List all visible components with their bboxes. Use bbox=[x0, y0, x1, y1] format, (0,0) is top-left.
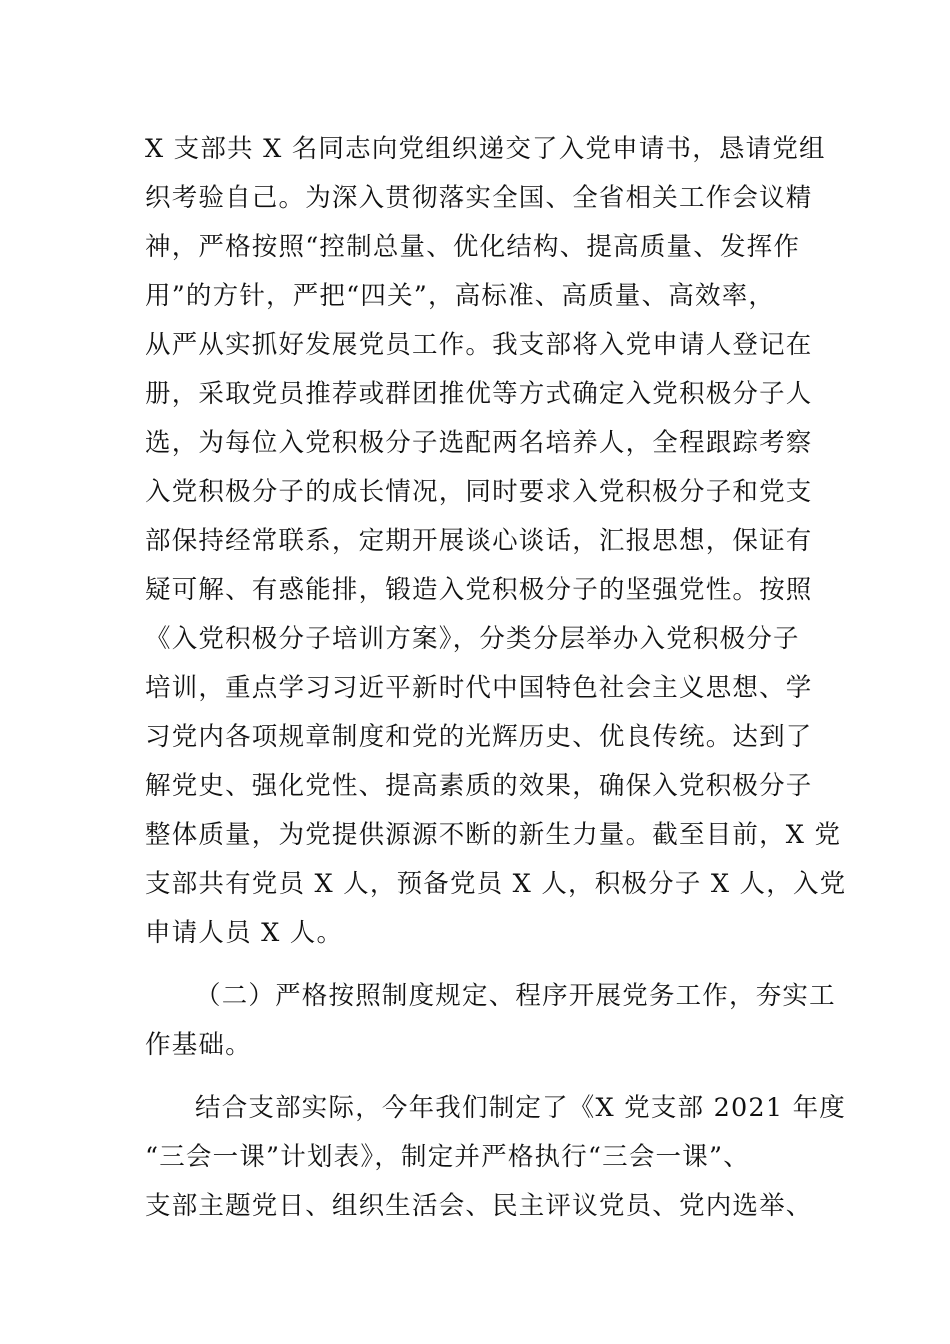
paragraph-line: 用”的方针，严把“四关”，高标准、高质量、高效率， bbox=[145, 281, 776, 311]
paragraph-line: 册，采取党员推荐或群团推优等方式确定入党积极分子人 bbox=[145, 379, 813, 409]
section-heading-continued: 作基础。 bbox=[145, 1030, 252, 1060]
paragraph-line: 疑可解、有惑能排，锻造入党积极分子的坚强党性。按照 bbox=[145, 575, 813, 605]
paragraph-line: 选，为每位入党积极分子选配两名培养人，全程跟踪考察 bbox=[145, 428, 813, 458]
paragraph-line: 神，严格按照“控制总量、优化结构、提高质量、发挥作 bbox=[145, 232, 801, 262]
paragraph-line: 部保持经常联系，定期开展谈心谈话，汇报思想，保证有 bbox=[145, 526, 813, 556]
paragraph-line: 解党史、强化党性、提高素质的效果，确保入党积极分子 bbox=[145, 771, 813, 801]
paragraph-line: X 支部共 X 名同志向党组织递交了入党申请书，恳请党组 bbox=[145, 134, 826, 164]
body-text bbox=[145, 125, 847, 1231]
paragraph-line: 申请人员 X 人。 bbox=[145, 918, 344, 948]
paragraph-line: 织考验自己。为深入贯彻落实全国、全省相关工作会议精 bbox=[145, 183, 813, 213]
paragraph-line: 习党内各项规章制度和党的光辉历史、优良传统。达到了 bbox=[145, 722, 813, 752]
paragraph-line: 整体质量，为党提供源源不断的新生力量。截至目前，X 党 bbox=[145, 820, 842, 850]
paragraph-line: 培训，重点学习习近平新时代中国特色社会主义思想、学 bbox=[145, 673, 813, 703]
paragraph-line: “三会一课”计划表》，制定并严格执行“三会一课”、 bbox=[145, 1142, 750, 1172]
paragraph-line: 入党积极分子的成长情况，同时要求入党积极分子和党支 bbox=[145, 477, 813, 507]
paragraph-line: 结合支部实际，今年我们制定了《X 党支部 2021 年度 bbox=[195, 1093, 846, 1123]
paragraph-line: 支部共有党员 X 人，预备党员 X 人，积极分子 X 人，入党 bbox=[145, 869, 847, 899]
paragraph-line: 从严从实抓好发展党员工作。我支部将入党申请人登记在 bbox=[145, 330, 813, 360]
paragraph-line: 《入党积极分子培训方案》，分类分层举办入党积极分子 bbox=[145, 624, 800, 654]
section-heading: （二）严格按照制度规定、程序开展党务工作，夯实工 bbox=[195, 981, 836, 1011]
paragraph-line: 支部主题党日、组织生活会、民主评议党员、党内选举、 bbox=[145, 1191, 813, 1221]
